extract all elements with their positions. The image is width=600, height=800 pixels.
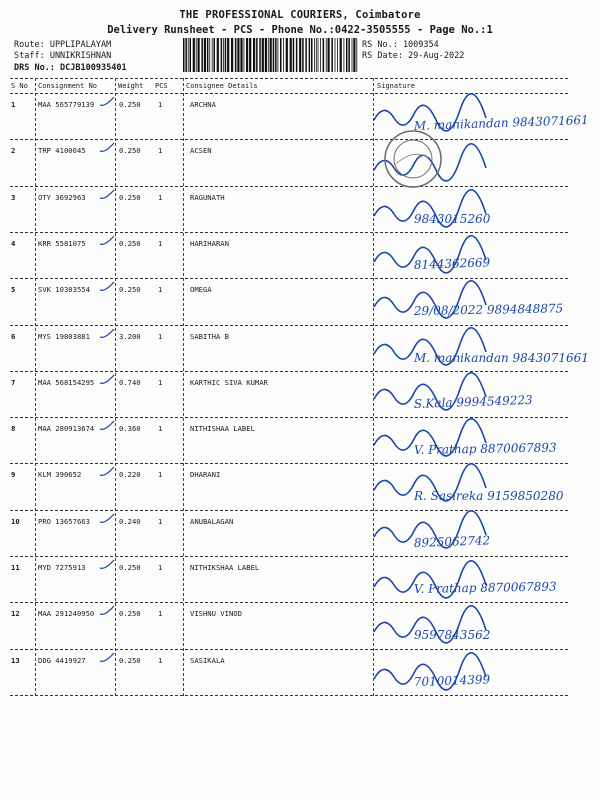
check-mark-icon — [99, 142, 115, 154]
row-consignment: KRR 5581075 — [38, 238, 86, 248]
row-consignee: NITHIKSHAA LABEL — [190, 563, 260, 572]
row-consignment: MAA 565779139 — [38, 100, 95, 109]
col-divider — [35, 78, 36, 696]
check-mark-icon — [99, 374, 115, 386]
signature-text: V. Prathap 8870067893 — [413, 440, 557, 458]
staff-label: Staff: UNNIKRISHNAN — [14, 51, 112, 61]
row-weight: 0.250 — [119, 563, 141, 572]
col-weight: Weight — [118, 82, 144, 90]
signature-text: 8144362669 — [413, 255, 491, 272]
row-consignment: TRP 4100045 — [38, 146, 86, 156]
check-mark-icon — [99, 420, 115, 432]
signature-scribble — [368, 650, 590, 694]
row-sno: 6 — [11, 331, 16, 341]
row-consignment: MAA 280913674 — [38, 424, 95, 434]
rs-date: RS Date: 29-Aug-2022 — [362, 51, 465, 61]
row-divider — [10, 695, 568, 696]
row-consignee: ANUBALAGAN — [190, 516, 234, 526]
signature-scribble — [368, 557, 590, 601]
row-sno: 12 — [11, 609, 20, 619]
row-sno: 4 — [11, 238, 16, 248]
check-mark-icon — [99, 559, 115, 571]
col-sno: S No — [11, 82, 28, 90]
signature-scribble — [368, 464, 590, 508]
check-mark-icon — [99, 189, 115, 201]
row-pcs: 1 — [158, 609, 163, 619]
col-consignee: Consignee Details — [186, 82, 258, 90]
row-pcs: 1 — [158, 377, 163, 387]
row-weight: 0.360 — [119, 424, 141, 434]
row-consignee: SASIKALA — [190, 655, 225, 665]
row-sno: 5 — [11, 285, 16, 295]
check-mark-icon — [99, 328, 115, 340]
signature-text: M. manikandan 9843071661 — [413, 112, 589, 133]
drs-number: DRS No.: DCJB100935401 — [14, 63, 127, 73]
col-pcs: PCS — [155, 82, 168, 90]
row-pcs: 1 — [158, 146, 163, 156]
row-pcs: 1 — [158, 285, 163, 295]
signature-scribble — [368, 187, 590, 231]
row-consignment: MYD 7275913 — [38, 563, 86, 572]
row-weight: 3.200 — [119, 331, 141, 341]
row-sno: 10 — [11, 516, 20, 526]
signature-scribble — [368, 233, 590, 277]
col-divider — [183, 78, 184, 696]
row-consignee: RAGUNATH — [190, 192, 225, 202]
check-mark-icon — [99, 281, 115, 293]
signature-text: S.Kala 9994549223 — [413, 392, 533, 411]
row-weight: 0.250 — [119, 100, 141, 109]
row-consignee: DHARANI — [190, 470, 221, 480]
row-consignment: MAA 568154295 — [38, 377, 95, 387]
rs-number: RS No.: 1009354 — [362, 40, 439, 50]
company-title: THE PROFESSIONAL COURIERS, Coimbatore — [179, 9, 421, 21]
row-weight: 0.250 — [119, 238, 141, 248]
col-divider — [115, 78, 116, 696]
signature-text: 9843015260 — [414, 211, 491, 226]
row-pcs: 1 — [158, 470, 163, 480]
signature-scribble — [368, 279, 590, 323]
check-mark-icon — [99, 605, 115, 617]
row-weight: 0.240 — [119, 516, 141, 526]
row-consignment: DDG 4419927 — [38, 655, 86, 665]
row-consignment: MAA 291240950 — [38, 609, 95, 619]
signature-scribble — [368, 372, 590, 416]
row-pcs: 1 — [158, 238, 163, 248]
col-consignment: Consignment No — [38, 82, 98, 90]
row-sno: 2 — [11, 146, 16, 156]
row-sno: 8 — [11, 424, 16, 434]
row-consignment: SVK 10303554 — [38, 285, 90, 295]
row-sno: 3 — [11, 192, 16, 202]
row-sno: 11 — [11, 563, 20, 572]
row-consignee: KARTHIC SIVA KUMAR — [190, 377, 268, 387]
signature-scribble — [368, 326, 590, 370]
row-pcs: 1 — [158, 516, 163, 526]
route-label: Route: UPPLIPALAYAM — [14, 40, 112, 50]
row-weight: 0.250 — [119, 655, 141, 665]
check-mark-icon — [99, 235, 115, 247]
signature-text: M. manikandan 9843071661 — [414, 350, 589, 365]
row-consignment: PRO 13657663 — [38, 516, 90, 526]
row-sno: 7 — [11, 377, 16, 387]
row-pcs: 1 — [158, 563, 163, 572]
row-pcs: 1 — [158, 424, 163, 434]
row-consignee: VISHNU VINOD — [190, 609, 242, 619]
signature-text: 7010014399 — [413, 671, 491, 689]
row-pcs: 1 — [158, 655, 163, 665]
row-sno: 9 — [11, 470, 16, 480]
signature-scribble — [368, 418, 590, 462]
row-consignee: ACSEN — [190, 146, 212, 156]
signature-text: 29/08/2022 9894848875 — [413, 301, 564, 319]
row-weight: 0.250 — [119, 609, 141, 619]
row-consignee: NITHISHAA LABEL — [190, 424, 255, 434]
signature-scribble — [368, 511, 590, 555]
row-consignment: MYS 19803881 — [38, 331, 90, 341]
row-weight: 0.250 — [119, 285, 141, 295]
check-mark-icon — [99, 513, 115, 525]
signature-text: 8925062742 — [413, 533, 491, 550]
row-consignee: SABITHA B — [190, 331, 229, 341]
check-mark-icon — [99, 652, 115, 664]
signature-text: 9597843562 — [414, 628, 491, 643]
row-sno: 1 — [11, 100, 16, 109]
runsheet-subtitle: Delivery Runsheet - PCS - Phone No.:0422-3505555 - Page No.:1 — [107, 24, 493, 36]
row-consignment: KLM 390652 — [38, 470, 82, 480]
signature-text: V. Prathap 8870067893 — [413, 579, 557, 596]
row-weight: 0.220 — [119, 470, 141, 480]
row-pcs: 1 — [158, 100, 163, 109]
signature-scribble — [368, 603, 590, 647]
check-mark-icon — [99, 466, 115, 478]
row-pcs: 1 — [158, 331, 163, 341]
row-pcs: 1 — [158, 192, 163, 202]
row-weight: 0.250 — [119, 192, 141, 202]
row-consignee: OMEGA — [190, 285, 212, 295]
barcode — [182, 38, 360, 72]
row-consignment: OTY 3692963 — [38, 192, 86, 202]
table-top-rule — [10, 78, 568, 79]
signature-text: R. Sasireka 9159850280 — [414, 489, 564, 504]
check-mark-icon — [99, 96, 115, 108]
row-consignee: ARCHNA — [190, 100, 216, 109]
courier-stamp — [382, 128, 444, 190]
row-sno: 13 — [11, 655, 20, 665]
row-consignee: HARIHARAN — [190, 238, 229, 248]
col-signature: Signature — [377, 82, 415, 90]
row-weight: 0.250 — [119, 146, 141, 156]
row-weight: 0.740 — [119, 377, 141, 387]
